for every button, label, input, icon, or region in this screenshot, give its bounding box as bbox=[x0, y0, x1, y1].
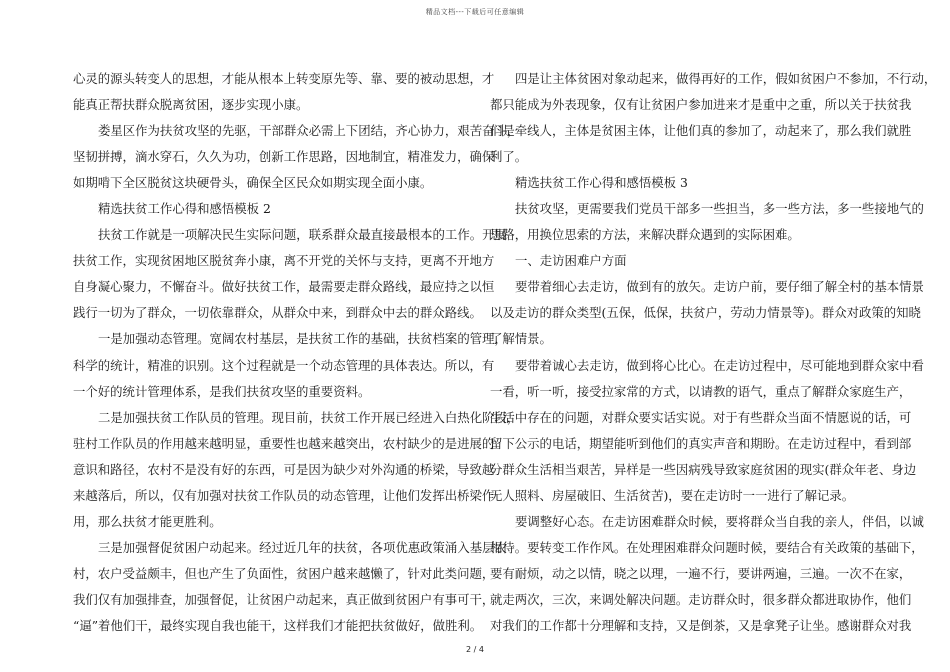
right-line-1: 四是让主体贫困对象动起来，做得再好的工作，假如贫困户不参加，不行动， bbox=[515, 71, 937, 86]
subheading-visiting: 一、走访困难户方面 bbox=[515, 253, 627, 269]
left-line-12: 科学的统计，精准的识别。这个过程就是一个动态管理的具体表达。所以，有 bbox=[73, 357, 495, 373]
right-line-9: 要带着细心去走访，做到有的放矢。走访户前，要仔细了解全村的基本情景 bbox=[515, 279, 924, 295]
right-line-14: 生活中存在的问题，对群众要实话实说。对于有些群众当面不情愿说的话，可 bbox=[490, 409, 912, 425]
right-line-12: 要带着诚心去走访，做到将心比心。在走访过程中，尽可能地到群众家中看 bbox=[515, 357, 924, 373]
section-heading-template-2: 精选扶贫工作心得和感悟模板 2 bbox=[98, 201, 271, 217]
page-header: 精品文档---下载后可任意编辑 bbox=[425, 8, 525, 16]
left-line-10: 践行一切为了群众，一切依靠群众，从群众中来，到群众中去的群众路线。 bbox=[73, 305, 482, 321]
right-line-11: 了解情景。 bbox=[490, 331, 552, 347]
left-line-13: 一个好的统计管理体系，是我们扶贫攻坚的重要资料。 bbox=[73, 383, 371, 399]
right-line-21: 就走两次，三次，来调处解决问题。走访群众时，很多群众都进取协作，他们 bbox=[490, 591, 912, 607]
right-line-15: 留下公示的电话，期望能听到他们的真实声音和期盼。在走访过程中，看到部 bbox=[490, 435, 912, 451]
left-line-5: 如期啃下全区脱贫这块硬骨头，确保全区民众如期实现全面小康。 bbox=[73, 175, 433, 191]
left-line-9: 自身凝心聚力，不懈奋斗。做好扶贫工作，最需要走群众路线，最应持之以恒 bbox=[73, 279, 495, 295]
left-line-3: 娄星区作为扶贫攻坚的先驱，干部群众必需上下团结，齐心协力，艰苦奋斗， bbox=[98, 123, 520, 139]
left-line-7: 扶贫工作就是一项解决民生实际问题，联系群众最直接最根本的工作。开展 bbox=[98, 227, 507, 243]
left-line-15: 驻村工作队员的作用越来越明显，重要性也越来越突出，农村缺少的是进展的 bbox=[73, 435, 495, 451]
section-heading-template-3: 精选扶贫工作心得和感悟模板 3 bbox=[515, 175, 688, 191]
left-line-16: 意识和路径，农村不是没有好的东西，可是因为缺少对外沟通的桥梁，导致越 bbox=[73, 461, 495, 477]
right-line-19: 相待。要转变工作作风。在处理困难群众问题时候，要结合有关政策的基础下， bbox=[490, 539, 924, 555]
left-line-19: 三是加强督促贫困户动起来。经过近几年的扶贫，各项优惠政策涌入基层农 bbox=[98, 539, 507, 555]
left-line-17: 来越落后，所以，仅有加强对扶贫工作队员的动态管理，让他们发挥出桥梁作 bbox=[73, 487, 495, 503]
right-column bbox=[490, 66, 937, 639]
right-line-2: 都只能成为外表现象，仅有让贫困户参加进来才是重中之重，所以关于扶贫我 bbox=[490, 97, 912, 113]
left-line-2: 能真正帮扶群众脱离贫困，逐步实现小康。 bbox=[73, 97, 309, 113]
right-line-3: 们是牵线人，主体是贫困主体，让他们真的参加了，动起来了，那么我们就胜 bbox=[490, 123, 912, 139]
left-line-20: 村，农户受益颇丰，但也产生了负面性，贫困户越来越懒了，针对此类问题， bbox=[73, 565, 495, 581]
page-number: 2 / 4 bbox=[466, 645, 484, 654]
left-line-14: 二是加强扶贫工作队员的管理。现目前，扶贫工作开展已经进入白热化阶段， bbox=[98, 409, 520, 425]
right-line-10: 以及走访的群众类型(五保，低保，扶贫户，劳动力情景等)。群众对政策的知晓 bbox=[490, 305, 921, 321]
right-line-6: 扶贫攻坚，更需要我们党员干部多一些担当，多一些方法，多一些接地气的 bbox=[515, 201, 924, 217]
right-line-18: 要调整好心态。在走访困难群众时候，要将群众当自我的亲人，伴侣，以诚 bbox=[515, 513, 924, 529]
left-line-21: 我们仅有加强排查，加强督促，让贫困户动起来，真正做到贫困户有事可干， bbox=[73, 591, 495, 607]
left-line-4: 坚韧拼搏，滴水穿石，久久为功，创新工作思路，因地制宜，精准发力，确保 bbox=[73, 149, 495, 165]
right-line-16: 分群众生活相当艰苦，异样是一些因病残导致家庭贫困的现实(群众年老、身边 bbox=[490, 461, 917, 477]
right-line-22: 对我们的工作都十分理解和支持，又是倒茶，又是拿凳子让坐。感谢群众对我 bbox=[490, 617, 912, 633]
right-line-20: 要有耐烦，动之以情，晓之以理，一遍不行，要讲两遍，三遍。一次不在家， bbox=[490, 565, 912, 581]
left-line-1: 心灵的源头转变人的思想，才能从根本上转变原先等、靠、要的被动思想，才 bbox=[73, 71, 495, 86]
right-line-7: 思路，用换位思索的方法，来解决群众遇到的实际困难。 bbox=[490, 227, 800, 243]
left-line-18: 用，那么扶贫才能更胜利。 bbox=[73, 513, 222, 529]
right-line-4: 利了。 bbox=[490, 149, 528, 165]
right-line-17: 无人照料、房屋破旧、生活贫苦)，要在走访时一一进行了解记录。 bbox=[490, 487, 855, 503]
right-line-13: 一看，听一听，接受拉家常的方式，以请教的语气，重点了解群众家庭生产， bbox=[490, 383, 912, 399]
left-line-22: “逼”着他们干，最终实现自我也能干，这样我们才能把扶贫做好，做胜利。 bbox=[73, 617, 483, 633]
left-line-11: 一是加强动态管理。宽阔农村基层，是扶贫工作的基础，扶贫档案的管理， bbox=[98, 331, 507, 347]
left-line-8: 扶贫工作，实现贫困地区脱贫奔小康，离不开党的关怀与支持，更离不开地方 bbox=[73, 253, 495, 269]
